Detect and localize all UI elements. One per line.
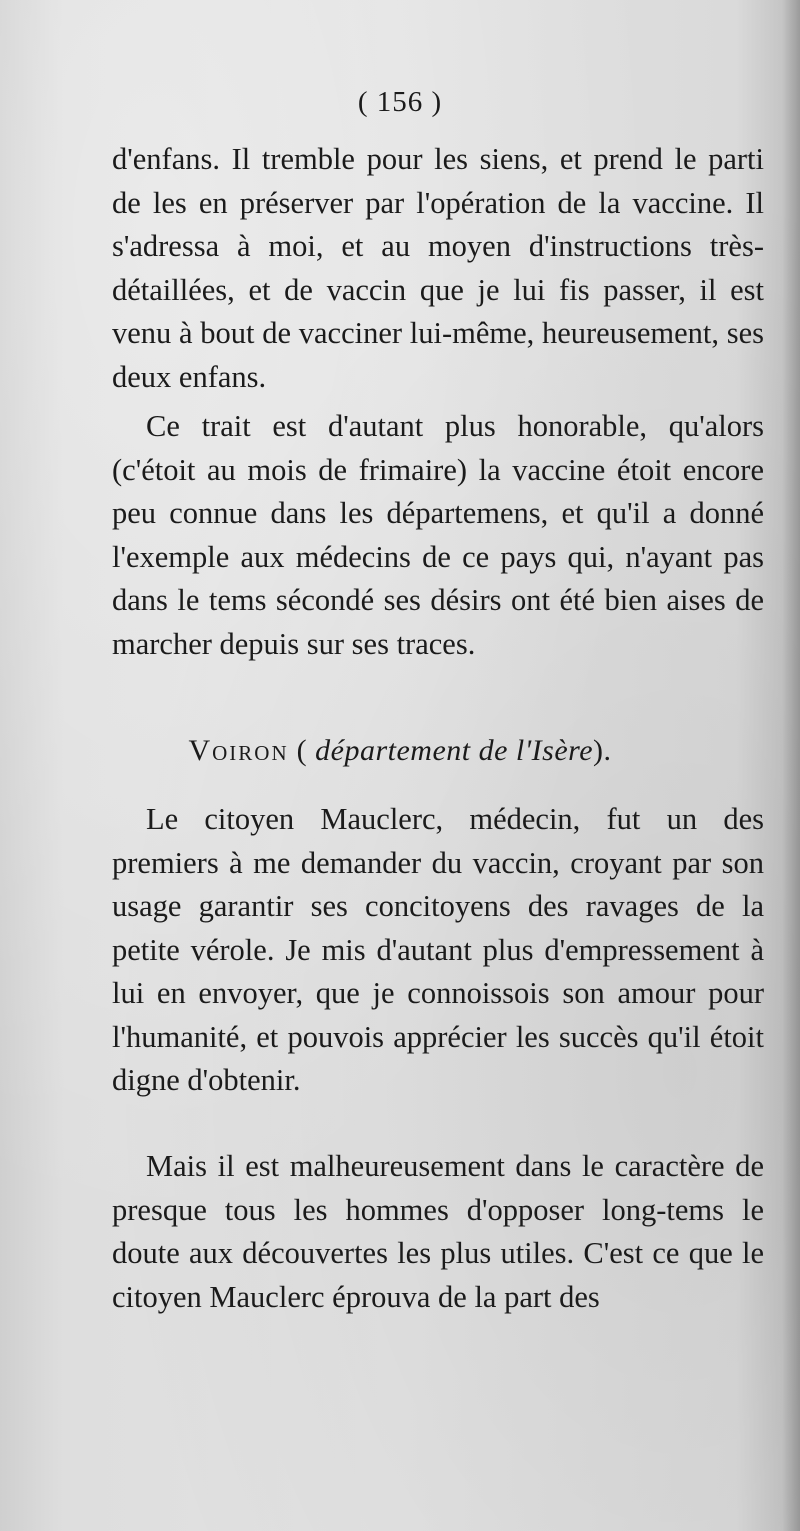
text-block-1 [112,138,764,399]
paragraph-trait: Ce trait est d'autant plus honorable, qu'alors (c'étoit au mois de frimaire) la vaccine étoit encore peu connue dans les départemens, et qu'il a donné l'exemple aux médecins de ce pays qui, n'ayant pas dans le tems sécondé ses désirs ont été bien aises de marcher depuis sur ses traces. [112,409,764,661]
page-number: ( 156 ) [357,86,443,118]
paragraph-continuation: d'enfans. Il tremble pour les siens, et prend le parti de les en préserver par l'opération de la vaccine. Il s'adressa à moi, et au moyen d'instructions très-détaillées, et de vaccin que je lui fis passer, il est venu à bout de vacciner lui-même, heureusement, ses deux enfans. [112,142,764,394]
heading-place: Voiron [188,734,289,767]
text-block-4 [112,1145,764,1319]
paragraph-mauclerc: Le citoyen Mauclerc, médecin, fut un des premiers à me demander du vaccin, croyant par son usage garantir ses concitoyens des ravages de la petite vérole. Je mis d'autant plus d'empressement à lui en envoyer, que je connoissois son amour pour l'humanité, et pouvois apprécier les succès qu'il étoit digne d'obtenir. [112,802,764,1097]
text-block-3 [112,798,764,1103]
heading-department: département de l'Isère [315,734,594,767]
paragraph-malheureusement: Mais il est malheureusement dans le caractère de presque tous les hommes d'opposer long-tems le doute aux découvertes les plus utiles. C'est ce que le citoyen Mauclerc éprouva de la part des [112,1149,764,1314]
heading-close-paren: ). [593,734,612,767]
section-heading [0,734,800,768]
heading-open-paren: ( [296,734,308,767]
text-block-2 [112,405,764,666]
